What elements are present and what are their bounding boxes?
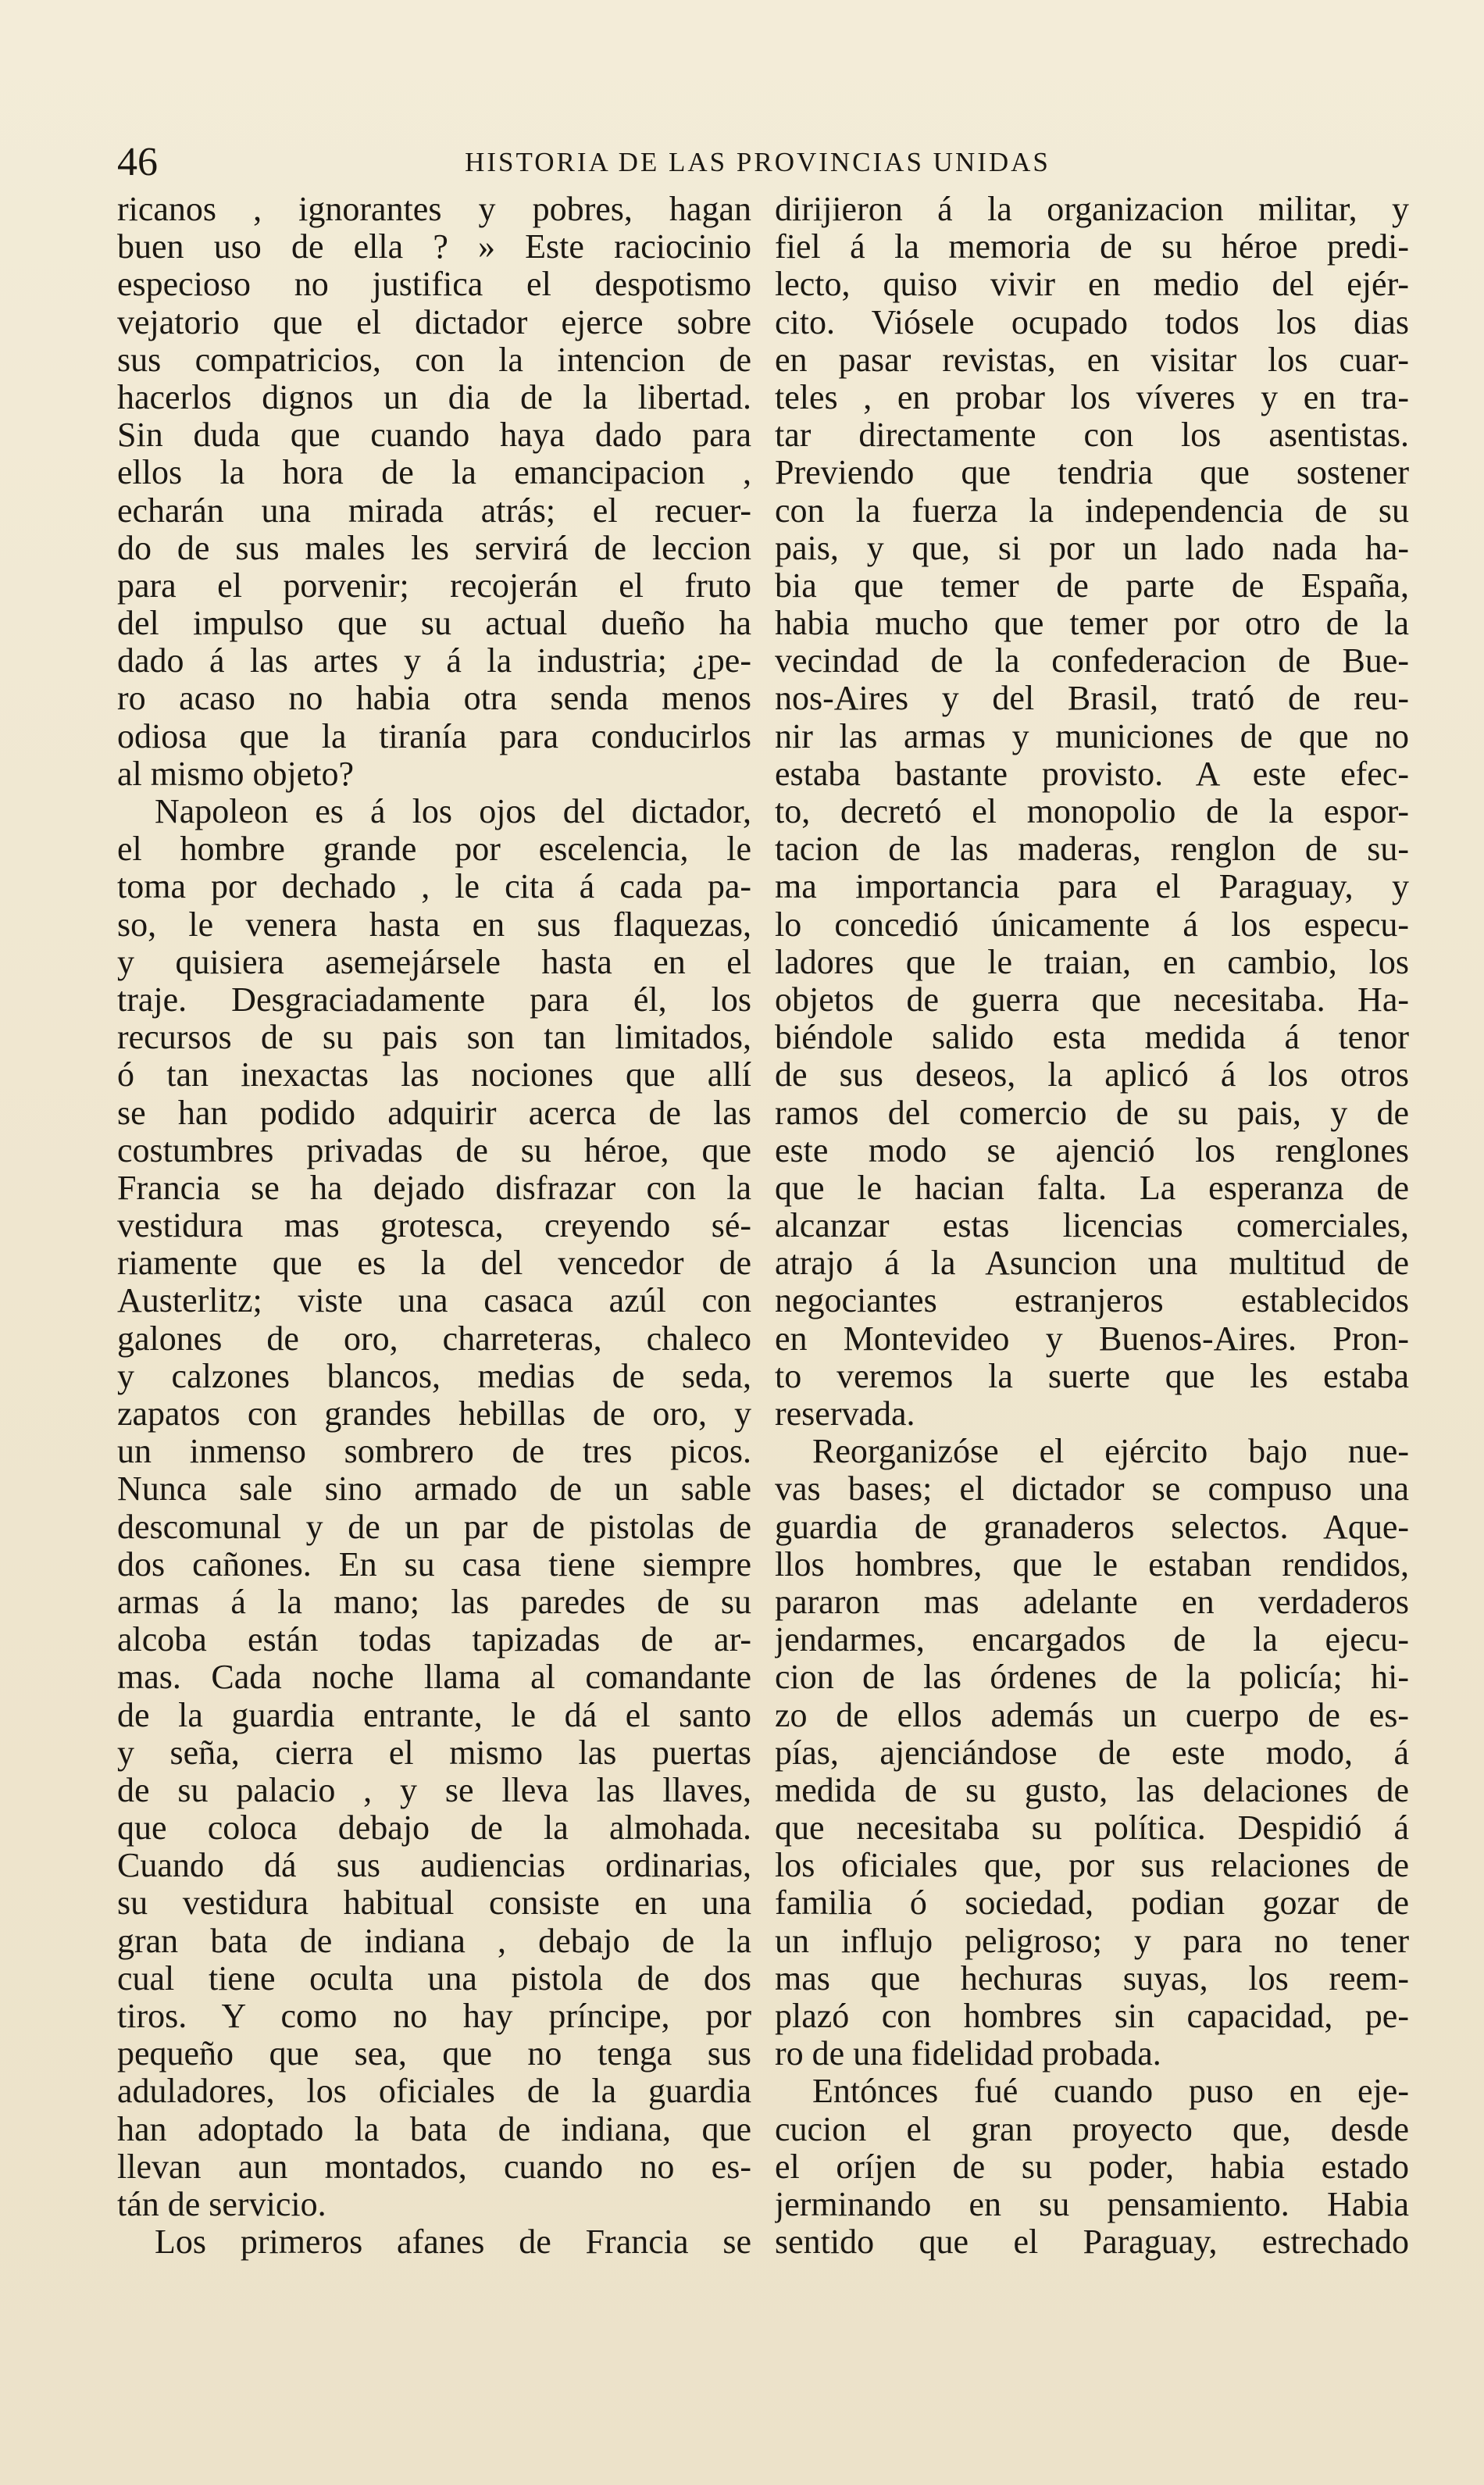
text-line: riamente que es la del vencedor de xyxy=(117,1244,751,1283)
text-line: alcoba están todas tapizadas de ar- xyxy=(117,1620,751,1659)
text-line: en pasar revistas, en visitar los cuar- xyxy=(775,340,1409,379)
text-line: vejatorio que el dictador ejerce sobre xyxy=(117,302,751,341)
left-column xyxy=(117,191,751,2300)
text-line: Nunca sale sino armado de un sable xyxy=(117,1469,751,1508)
text-line: vecindad de la confederacion de Bue- xyxy=(775,641,1409,680)
text-line: habia mucho que temer por otro de la xyxy=(775,604,1409,643)
text-line: galones de oro, charreteras, chaleco xyxy=(117,1319,751,1358)
text-line: con la fuerza la independencia de su xyxy=(775,491,1409,530)
text-line: Entónces fué cuando puso en eje- xyxy=(812,2072,1409,2111)
text-line: ramos del comercio de su pais, y de xyxy=(775,1093,1409,1132)
text-line: sus compatricios, con la intencion de xyxy=(117,340,751,379)
text-line: que coloca debajo de la almohada. xyxy=(117,1808,751,1848)
text-line: para el porvenir; recojerán el fruto xyxy=(117,566,751,605)
text-line: dado á las artes y á la industria; ¿pe- xyxy=(117,641,751,680)
text-line: nir las armas y municiones de que no xyxy=(775,716,1409,755)
text-line: aduladores, los oficiales de la guardia xyxy=(117,2072,751,2111)
text-line: el oríjen de su poder, habia estado xyxy=(775,2147,1409,2186)
text-line: bia que temer de parte de España, xyxy=(775,566,1409,605)
text-columns xyxy=(117,191,1409,2300)
text-line: teles , en probar los víveres y en tra- xyxy=(775,377,1409,416)
text-line: estaba bastante provisto. A este efec- xyxy=(775,754,1409,793)
text-line: guardia de granaderos selectos. Aque- xyxy=(775,1507,1409,1546)
right-column xyxy=(775,191,1409,2300)
text-line: su vestidura habitual consiste en una xyxy=(117,1883,751,1923)
text-line: los oficiales que, por sus relaciones de xyxy=(775,1846,1409,1885)
running-title: HISTORIA DE LAS PROVINCIAS UNIDAS xyxy=(465,147,1051,177)
text-line: Sin duda que cuando haya dado para xyxy=(117,416,751,455)
text-line: objetos de guerra que necesitaba. Ha- xyxy=(775,980,1409,1019)
text-line: Austerlitz; viste una casaca azúl con xyxy=(117,1281,751,1320)
text-line: zapatos con grandes hebillas de oro, y xyxy=(117,1394,751,1433)
text-line: medida de su gusto, las delaciones de xyxy=(775,1770,1409,1809)
text-line: do de sus males les servirá de leccion xyxy=(117,528,751,567)
text-line: en Montevideo y Buenos-Aires. Pron- xyxy=(775,1319,1409,1358)
text-line: y calzones blancos, medias de seda, xyxy=(117,1356,751,1395)
text-line: pequeño que sea, que no tenga sus xyxy=(117,2034,751,2073)
text-line: mas. Cada noche llama al comandante xyxy=(117,1658,751,1697)
text-line: toma por dechado , le cita á cada pa- xyxy=(117,867,751,906)
text-line: jerminando en su pensamiento. Habia xyxy=(775,2184,1409,2223)
text-line: ó tan inexactas las nociones que allí xyxy=(117,1055,751,1094)
text-line: dos cañones. En su casa tiene siempre xyxy=(117,1544,751,1583)
text-line: traje. Desgraciadamente para él, los xyxy=(117,980,751,1019)
text-line: Francia se ha dejado disfrazar con la xyxy=(117,1168,751,1207)
text-line: fiel á la memoria de su héroe predi- xyxy=(775,227,1409,266)
text-line: zo de ellos además un cuerpo de es- xyxy=(775,1695,1409,1734)
text-line: de su palacio , y se lleva las llaves, xyxy=(117,1770,751,1809)
text-line: de la guardia entrante, le dá el santo xyxy=(117,1695,751,1734)
text-line: que necesitaba su política. Despidió á xyxy=(775,1808,1409,1848)
text-line: to, decretó el monopolio de la espor- xyxy=(775,792,1409,830)
text-line: y seña, cierra el mismo las puertas xyxy=(117,1733,751,1772)
text-line: un influjo peligroso; y para no tener xyxy=(775,1921,1409,1960)
text-line: vas bases; el dictador se compuso una xyxy=(775,1469,1409,1508)
text-line: atrajo á la Asuncion una multitud de xyxy=(775,1244,1409,1283)
text-line: plazó con hombres sin capacidad, pe- xyxy=(775,1997,1409,2035)
text-line: armas á la mano; las paredes de su xyxy=(117,1582,751,1621)
text-line: ma importancia para el Paraguay, y xyxy=(775,867,1409,906)
text-line: alcanzar estas licencias comerciales, xyxy=(775,1206,1409,1245)
text-line: Reorganizóse el ejército bajo nue- xyxy=(812,1432,1409,1471)
text-line: este modo se ajenció los renglones xyxy=(775,1130,1409,1169)
text-line: pais, y que, si por un lado nada ha- xyxy=(775,528,1409,567)
text-line: dirijieron á la organizacion militar, y xyxy=(775,191,1409,228)
text-line: lecto, quiso vivir en medio del ejér- xyxy=(775,265,1409,304)
text-line: jendarmes, encargados de la ejecu- xyxy=(775,1620,1409,1659)
text-line: Los primeros afanes de Francia se xyxy=(155,2223,751,2262)
text-line: Napoleon es á los ojos del dictador, xyxy=(155,792,751,830)
text-line: y quisiera asemejársele hasta en el xyxy=(117,942,751,981)
text-line: buen uso de ella ? » Este raciocinio xyxy=(117,227,751,266)
text-line: odiosa que la tiranía para conducirlos xyxy=(117,716,751,755)
text-line: biéndole salido esta medida á tenor xyxy=(775,1018,1409,1057)
text-line: especioso no justifica el despotismo xyxy=(117,265,751,304)
text-line: negociantes estranjeros establecidos xyxy=(775,1281,1409,1320)
text-line: sentido que el Paraguay, estrechado xyxy=(775,2223,1409,2262)
text-line: al mismo objeto? xyxy=(117,754,355,793)
text-line: tiros. Y como no hay príncipe, por xyxy=(117,1997,751,2035)
text-line: echarán una mirada atrás; el recuer- xyxy=(117,491,751,530)
text-line: lo concedió únicamente á los especu- xyxy=(775,905,1409,944)
text-line: pías, ajenciándose de este modo, á xyxy=(775,1733,1409,1772)
text-line: Previendo que tendria que sostener xyxy=(775,453,1409,492)
text-line: reservada. xyxy=(775,1394,915,1433)
text-line: cion de las órdenes de la policía; hi- xyxy=(775,1658,1409,1697)
text-line: llevan aun montados, cuando no es- xyxy=(117,2147,751,2186)
text-line: del impulso que su actual dueño ha xyxy=(117,604,751,643)
text-line: cual tiene oculta una pistola de dos xyxy=(117,1958,751,1998)
text-line: han adoptado la bata de indiana, que xyxy=(117,2109,751,2148)
text-line: hacerlos dignos un dia de la libertad. xyxy=(117,377,751,416)
text-line: tar directamente con los asentistas. xyxy=(775,416,1409,455)
text-line: tán de servicio. xyxy=(117,2184,326,2223)
text-line: gran bata de indiana , debajo de la xyxy=(117,1921,751,1960)
text-line: ro de una fidelidad probada. xyxy=(775,2034,1161,2073)
text-line: ellos la hora de la emancipacion , xyxy=(117,453,751,492)
text-line: de sus deseos, la aplicó á los otros xyxy=(775,1055,1409,1094)
text-line: cito. Viósele ocupado todos los dias xyxy=(775,302,1409,341)
text-line: to veremos la suerte que les estaba xyxy=(775,1356,1409,1395)
text-line: recursos de su pais son tan limitados, xyxy=(117,1018,751,1057)
text-line: llos hombres, que le estaban rendidos, xyxy=(775,1544,1409,1583)
text-line: ladores que le traian, en cambio, los xyxy=(775,942,1409,981)
text-line: Cuando dá sus audiencias ordinarias, xyxy=(117,1846,751,1885)
text-line: el hombre grande por escelencia, le xyxy=(117,830,751,869)
text-line: tacion de las maderas, renglon de su- xyxy=(775,830,1409,869)
text-line: nos-Aires y del Brasil, trató de reu- xyxy=(775,679,1409,718)
text-line: pararon mas adelante en verdaderos xyxy=(775,1582,1409,1621)
page-header xyxy=(117,139,1398,186)
text-line: cucion el gran proyecto que, desde xyxy=(775,2109,1409,2148)
text-line: mas que hechuras suyas, los reem- xyxy=(775,1958,1409,1998)
text-line: costumbres privadas de su héroe, que xyxy=(117,1130,751,1169)
text-line: so, le venera hasta en sus flaquezas, xyxy=(117,905,751,944)
text-line: familia ó sociedad, podian gozar de xyxy=(775,1883,1409,1923)
text-line: descomunal y de un par de pistolas de xyxy=(117,1507,751,1546)
text-line: ricanos , ignorantes y pobres, hagan xyxy=(117,191,751,228)
text-line: un inmenso sombrero de tres picos. xyxy=(117,1432,751,1471)
text-line: vestidura mas grotesca, creyendo sé- xyxy=(117,1206,751,1245)
text-line: se han podido adquirir acerca de las xyxy=(117,1093,751,1132)
page-number: 46 xyxy=(117,140,158,184)
text-line: ro acaso no habia otra senda menos xyxy=(117,679,751,718)
text-line: que le hacian falta. La esperanza de xyxy=(775,1168,1409,1207)
